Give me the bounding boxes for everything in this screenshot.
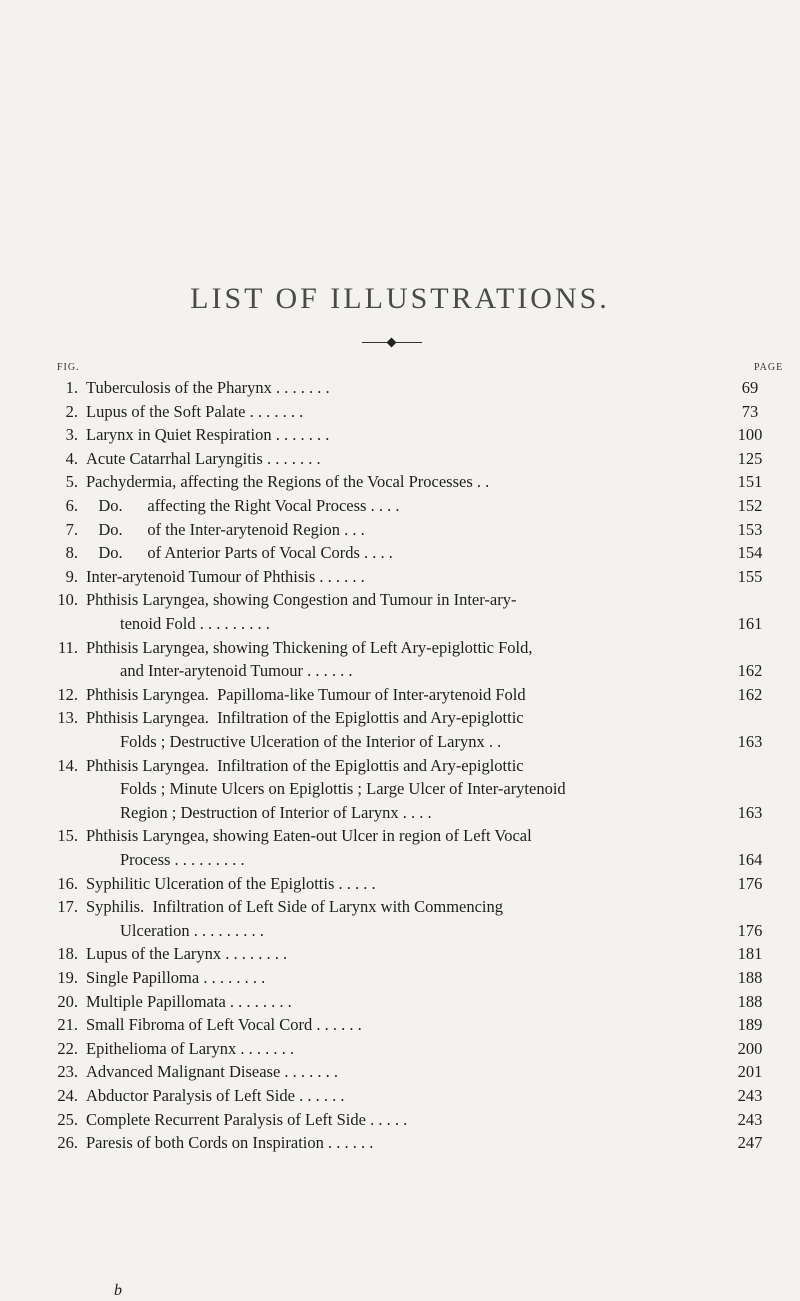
page-number: 201 bbox=[737, 1062, 763, 1082]
figure-number: 3. bbox=[65, 425, 78, 445]
figure-number: 4. bbox=[65, 448, 78, 468]
figure-number: 9. bbox=[65, 566, 78, 586]
page-number: 188 bbox=[737, 968, 763, 987]
page-number: 152 bbox=[737, 496, 763, 515]
figure-caption: Lupus of the Soft Palate . . . . . . . bbox=[86, 401, 304, 421]
page-column-header: PAGE bbox=[754, 362, 784, 373]
page-number: 100 bbox=[737, 425, 763, 445]
page-number: 200 bbox=[737, 1038, 763, 1058]
figure-number: 15. bbox=[57, 826, 78, 846]
figure-number: 10. bbox=[57, 590, 78, 610]
figure-caption: Acute Catarrhal Laryngitis . . . . . . . bbox=[86, 448, 321, 468]
figure-caption: Phthisis Laryngea, showing Congestion and Tumour in Inter-ary- bbox=[86, 590, 517, 610]
figure-number: 16. bbox=[57, 873, 78, 893]
page-folio: b bbox=[114, 1282, 122, 1299]
page-number: 176 bbox=[737, 920, 763, 940]
figure-caption: Advanced Malignant Disease . . . . . . . bbox=[86, 1062, 339, 1082]
figure-number: 1. bbox=[65, 378, 78, 397]
figure-number: 21. bbox=[57, 1015, 78, 1035]
list-item bbox=[0, 942, 800, 966]
figure-number: 25. bbox=[57, 1109, 78, 1129]
figure-caption: Abductor Paralysis of Left Side . . . . . . bbox=[86, 1086, 345, 1105]
page-number: 162 bbox=[737, 684, 763, 704]
figure-number: 24. bbox=[57, 1086, 78, 1105]
figure-caption: tenoid Fold . . . . . . . . . bbox=[120, 613, 270, 633]
figure-number: 6. bbox=[65, 496, 78, 515]
figure-number: 23. bbox=[57, 1062, 78, 1082]
figure-caption: Do. of Anterior Parts of Vocal Cords . . . . bbox=[86, 543, 393, 563]
figure-caption: Phthisis Laryngea, showing Thickening of Left Ary-epiglottic Fold, bbox=[86, 637, 533, 657]
list-item bbox=[0, 1037, 800, 1061]
list-item bbox=[0, 1060, 800, 1084]
page-number: 243 bbox=[737, 1086, 763, 1105]
page-number: 243 bbox=[737, 1109, 763, 1129]
list-item bbox=[0, 895, 800, 942]
list-item bbox=[0, 541, 800, 565]
list-item bbox=[0, 636, 800, 683]
page-number: 73 bbox=[741, 401, 759, 421]
figure-caption: Single Papilloma . . . . . . . . bbox=[86, 968, 266, 987]
figure-caption: Tuberculosis of the Pharynx . . . . . . . bbox=[86, 378, 330, 397]
page-number: 154 bbox=[737, 543, 763, 563]
figure-number: 8. bbox=[65, 543, 78, 563]
figure-caption: Process . . . . . . . . . bbox=[120, 849, 245, 869]
figure-caption: Lupus of the Larynx . . . . . . . . bbox=[86, 944, 288, 964]
list-item bbox=[0, 494, 800, 518]
figure-number: 26. bbox=[57, 1133, 78, 1153]
figure-caption: Multiple Papillomata . . . . . . . . bbox=[86, 991, 292, 1011]
fig-column-header: FIG. bbox=[57, 362, 80, 373]
figure-caption: Do. of the Inter-arytenoid Region . . . bbox=[86, 519, 365, 539]
figure-caption: Complete Recurrent Paralysis of Left Side . . . . . bbox=[86, 1109, 408, 1129]
list-item bbox=[0, 400, 800, 424]
figure-number: 11. bbox=[57, 637, 78, 657]
figure-caption: Pachydermia, affecting the Regions of the Vocal Processes . . bbox=[86, 472, 490, 492]
figure-number: 20. bbox=[57, 991, 78, 1011]
figure-caption: Small Fibroma of Left Vocal Cord . . . . . . bbox=[86, 1015, 362, 1035]
figure-caption: Epithelioma of Larynx . . . . . . . bbox=[86, 1038, 295, 1058]
page-number: 189 bbox=[737, 1015, 763, 1035]
page-number: 161 bbox=[737, 613, 763, 633]
figure-caption: Folds ; Destructive Ulceration of the Interior of Larynx . . bbox=[120, 731, 502, 751]
page-number: 125 bbox=[737, 448, 763, 468]
figure-number: 5. bbox=[65, 472, 78, 492]
list-item bbox=[0, 1013, 800, 1037]
figure-caption: Paresis of both Cords on Inspiration . . . . . . bbox=[86, 1133, 374, 1153]
list-item bbox=[0, 706, 800, 753]
page-number: 176 bbox=[737, 873, 763, 893]
page-number: 162 bbox=[737, 661, 763, 681]
figure-caption: Region ; Destruction of Interior of Larynx . . . . bbox=[120, 802, 432, 822]
list-item bbox=[0, 683, 800, 707]
page-number: 163 bbox=[737, 731, 763, 751]
figure-number: 13. bbox=[57, 708, 78, 728]
list-item bbox=[0, 565, 800, 589]
list-item bbox=[0, 990, 800, 1014]
figure-number: 14. bbox=[57, 755, 78, 775]
list-item bbox=[0, 1084, 800, 1108]
page-number: 151 bbox=[737, 472, 763, 492]
page-number: 153 bbox=[737, 519, 763, 539]
figure-caption: Folds ; Minute Ulcers on Epiglottis ; Large Ulcer of Inter-arytenoid bbox=[120, 779, 566, 799]
list-item bbox=[0, 423, 800, 447]
figure-caption: Larynx in Quiet Respiration . . . . . . . bbox=[86, 425, 330, 445]
list-item bbox=[0, 518, 800, 542]
list-item bbox=[0, 872, 800, 896]
list-item bbox=[0, 376, 800, 400]
figure-caption: Phthisis Laryngea. Infiltration of the Epiglottis and Ary-epiglottic bbox=[86, 708, 524, 728]
figure-number: 12. bbox=[57, 684, 78, 704]
page-number: 181 bbox=[737, 944, 763, 964]
list-item bbox=[0, 470, 800, 494]
page-number: 247 bbox=[737, 1133, 763, 1153]
figure-caption: Ulceration . . . . . . . . . bbox=[120, 920, 264, 940]
list-item bbox=[0, 966, 800, 990]
figure-caption: Phthisis Laryngea, showing Eaten-out Ulcer in region of Left Vocal bbox=[86, 826, 532, 846]
figure-number: 17. bbox=[57, 897, 78, 917]
list-item bbox=[0, 1131, 800, 1155]
figure-number: 18. bbox=[57, 944, 78, 964]
figure-caption: Syphilitic Ulceration of the Epiglottis . . . . . bbox=[86, 873, 376, 893]
figure-caption: Syphilis. Infiltration of Left Side of Larynx with Commencing bbox=[86, 897, 504, 917]
list-item bbox=[0, 588, 800, 635]
list-item bbox=[0, 754, 800, 825]
figure-caption: Inter-arytenoid Tumour of Phthisis . . . . . . bbox=[86, 566, 365, 586]
page-number: 155 bbox=[737, 566, 763, 586]
page-number: 188 bbox=[737, 991, 763, 1011]
figure-caption: Do. affecting the Right Vocal Process . . . . bbox=[86, 496, 400, 515]
figure-caption: Phthisis Laryngea. Infiltration of the Epiglottis and Ary-epiglottic bbox=[86, 755, 524, 775]
figure-caption: and Inter-arytenoid Tumour . . . . . . bbox=[120, 661, 353, 681]
list-item bbox=[0, 447, 800, 471]
page-number: 69 bbox=[741, 378, 759, 397]
figure-number: 19. bbox=[57, 968, 78, 987]
list-item bbox=[0, 824, 800, 871]
figure-number: 2. bbox=[65, 401, 78, 421]
page-number: 163 bbox=[737, 802, 763, 822]
figure-caption: Phthisis Laryngea. Papilloma-like Tumour of Inter-arytenoid Fold bbox=[86, 684, 526, 704]
figure-number: 7. bbox=[65, 519, 78, 539]
page-title: LIST OF ILLUSTRATIONS. bbox=[190, 282, 610, 315]
figure-number: 22. bbox=[57, 1038, 78, 1058]
list-item bbox=[0, 1108, 800, 1132]
page-number: 164 bbox=[737, 849, 763, 869]
